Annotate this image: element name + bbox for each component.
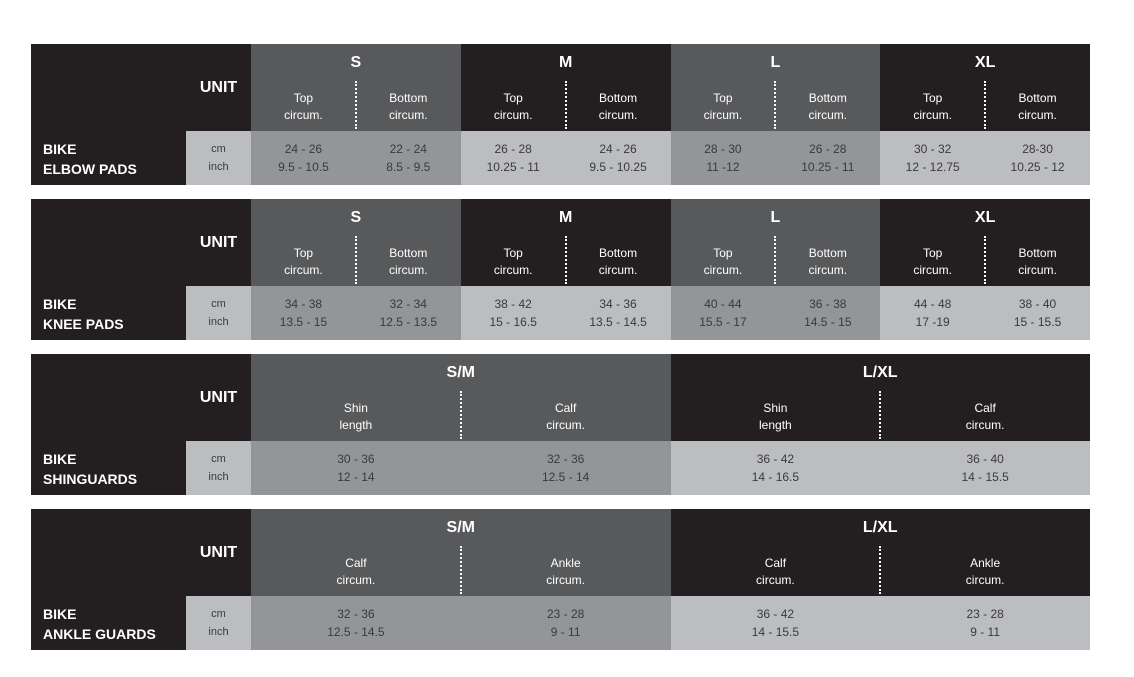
measure-label xyxy=(356,245,461,279)
measure-label xyxy=(251,555,461,589)
value-cm: 36 - 42 xyxy=(756,607,795,621)
measure-label-line2: circum. xyxy=(546,418,585,432)
size-name: M xyxy=(558,209,573,226)
measure-label-line1: Bottom xyxy=(389,246,428,260)
size-values xyxy=(671,441,1091,495)
value-cm: 36 - 42 xyxy=(756,452,795,466)
measure-label-line2: length xyxy=(759,418,792,432)
size-values xyxy=(461,286,671,340)
value-cm: 30 - 32 xyxy=(914,142,952,156)
size-name: S/M xyxy=(446,364,475,381)
unit-cm: cm xyxy=(211,453,226,465)
measure-value xyxy=(461,140,566,176)
measure-value xyxy=(880,450,1090,486)
measure-label-line2: circum. xyxy=(493,263,533,277)
measure-label xyxy=(985,90,1090,124)
size-values xyxy=(251,596,671,650)
size-name: L/XL xyxy=(862,364,898,381)
value-inch: 9.5 - 10.25 xyxy=(589,160,647,174)
value-cm: 24 - 26 xyxy=(599,142,637,156)
unit-cm: cm xyxy=(211,143,226,155)
measure-label-line1: Bottom xyxy=(808,91,847,105)
measure-value xyxy=(251,140,356,176)
value-inch: 14 - 15.5 xyxy=(751,625,800,639)
column-divider xyxy=(355,81,357,129)
measure-label xyxy=(461,245,566,279)
measure-value xyxy=(671,140,776,176)
size-header xyxy=(671,199,881,286)
measure-label xyxy=(671,245,776,279)
unit-inch: inch xyxy=(208,471,229,483)
size-values xyxy=(671,596,1091,650)
value-inch: 12 - 12.75 xyxy=(905,160,960,174)
value-inch: 8.5 - 9.5 xyxy=(386,160,431,174)
size-header xyxy=(671,509,1091,596)
measure-value xyxy=(251,605,461,641)
value-inch: 15 - 15.5 xyxy=(1013,315,1062,329)
measure-label-line2: circum. xyxy=(756,573,795,587)
product-name-line1: BIKE xyxy=(43,606,77,622)
measure-label xyxy=(566,245,671,279)
measure-label-line1: Calf xyxy=(554,401,577,415)
value-cm: 23 - 28 xyxy=(966,607,1004,621)
value-cm: 28-30 xyxy=(1022,142,1053,156)
product-label xyxy=(31,44,186,185)
value-inch: 15.5 - 17 xyxy=(699,315,747,329)
measure-label xyxy=(671,90,776,124)
measure-label-line2: circum. xyxy=(703,108,743,122)
value-cm: 44 - 48 xyxy=(914,297,952,311)
measure-label-line2: circum. xyxy=(703,263,743,277)
column-divider xyxy=(565,81,567,129)
measure-label-line1: Ankle xyxy=(550,556,581,570)
measure-label xyxy=(671,555,881,589)
measure-value xyxy=(775,140,880,176)
measure-label xyxy=(566,90,671,124)
size-name: L/XL xyxy=(862,519,898,536)
column-divider xyxy=(565,236,567,284)
value-inch: 13.5 - 14.5 xyxy=(589,315,647,329)
measure-label xyxy=(461,400,671,434)
product-name xyxy=(43,449,137,489)
unit-values xyxy=(186,286,251,340)
unit-inch: inch xyxy=(208,161,229,173)
measure-label-line2: circum. xyxy=(913,263,953,277)
measure-label xyxy=(251,400,461,434)
value-cm: 26 - 28 xyxy=(809,142,847,156)
product-name-line1: BIKE xyxy=(43,296,77,312)
size-table xyxy=(31,44,1090,185)
measure-value xyxy=(356,140,461,176)
measure-label xyxy=(775,90,880,124)
product-label xyxy=(31,509,186,650)
value-inch: 12.5 - 13.5 xyxy=(379,315,437,329)
size-header xyxy=(461,44,671,131)
value-cm: 32 - 36 xyxy=(546,452,585,466)
size-header xyxy=(251,354,671,441)
measure-label-line2: circum. xyxy=(598,263,638,277)
measure-label-line1: Bottom xyxy=(808,246,847,260)
measure-label xyxy=(251,245,356,279)
measure-label-line2: circum. xyxy=(336,573,376,587)
value-inch: 12 - 14 xyxy=(337,470,375,484)
value-inch: 9.5 - 10.5 xyxy=(278,160,329,174)
value-cm: 22 - 24 xyxy=(389,142,427,156)
value-cm: 36 - 40 xyxy=(966,452,1004,466)
measure-label-line2: length xyxy=(339,418,373,432)
size-values xyxy=(251,441,671,495)
measure-value xyxy=(251,295,356,331)
measure-value xyxy=(985,295,1090,331)
measure-label-line1: Shin xyxy=(343,401,368,415)
value-cm: 28 - 30 xyxy=(704,142,742,156)
measure-label xyxy=(775,245,880,279)
measure-label-line1: Top xyxy=(503,246,523,260)
value-inch: 9 - 11 xyxy=(550,625,581,639)
measure-label-line1: Ankle xyxy=(970,556,1001,570)
measure-label xyxy=(985,245,1090,279)
column-divider xyxy=(879,391,881,439)
value-inch: 10.25 - 11 xyxy=(801,160,855,174)
column-divider xyxy=(774,81,776,129)
measure-label xyxy=(880,400,1090,434)
value-inch: 12.5 - 14.5 xyxy=(327,625,385,639)
unit-cm: cm xyxy=(211,608,226,620)
measure-label-line1: Top xyxy=(293,246,314,260)
measure-value xyxy=(671,450,881,486)
measure-value xyxy=(461,295,566,331)
value-cm: 40 - 44 xyxy=(704,297,742,311)
measure-label-line1: Bottom xyxy=(389,91,428,105)
size-name: L xyxy=(770,209,781,226)
measure-value xyxy=(880,605,1090,641)
value-cm: 38 - 42 xyxy=(494,297,532,311)
measure-value xyxy=(566,140,671,176)
column-divider xyxy=(879,546,881,594)
column-divider xyxy=(355,236,357,284)
unit-values xyxy=(186,596,251,650)
measure-label-line1: Top xyxy=(293,91,314,105)
size-values xyxy=(880,131,1090,185)
size-name: S xyxy=(350,54,362,71)
size-values xyxy=(251,286,461,340)
value-cm: 38 - 40 xyxy=(1018,297,1057,311)
column-divider xyxy=(774,236,776,284)
measure-label-line2: circum. xyxy=(965,418,1005,432)
value-inch: 14 - 15.5 xyxy=(961,470,1009,484)
value-cm: 32 - 36 xyxy=(337,607,375,621)
size-header xyxy=(251,509,671,596)
measure-value xyxy=(251,450,461,486)
value-cm: 34 - 36 xyxy=(599,297,637,311)
measure-label xyxy=(880,245,985,279)
size-table xyxy=(31,509,1090,650)
size-values xyxy=(251,131,461,185)
measure-label-line2: circum. xyxy=(1018,263,1057,277)
size-header xyxy=(671,44,881,131)
unit-values xyxy=(186,131,251,185)
product-name xyxy=(43,604,156,644)
product-name-line2: ELBOW PADS xyxy=(43,161,137,177)
size-name: M xyxy=(558,54,573,71)
measure-value xyxy=(985,140,1090,176)
measure-label-line2: circum. xyxy=(598,108,638,122)
measure-label-line2: circum. xyxy=(808,108,848,122)
measure-label-line1: Bottom xyxy=(599,91,638,105)
size-values xyxy=(671,286,881,340)
size-header xyxy=(251,44,461,131)
value-cm: 23 - 28 xyxy=(546,607,585,621)
measure-label-line2: circum. xyxy=(546,573,585,587)
value-inch: 13.5 - 15 xyxy=(279,315,328,329)
measure-label-line2: circum. xyxy=(388,263,428,277)
measure-label-line2: circum. xyxy=(284,263,323,277)
column-divider xyxy=(984,81,986,129)
measure-label-line1: Bottom xyxy=(599,246,638,260)
size-table xyxy=(31,199,1090,340)
measure-label-line1: Bottom xyxy=(1018,91,1057,105)
measure-label-line1: Top xyxy=(503,91,523,105)
measure-value xyxy=(671,295,776,331)
measure-value xyxy=(461,450,671,486)
measure-value xyxy=(671,605,881,641)
measure-label-line1: Top xyxy=(923,246,943,260)
value-cm: 34 - 38 xyxy=(284,297,323,311)
measure-label xyxy=(880,555,1090,589)
value-inch: 9 - 11 xyxy=(970,625,1001,639)
column-divider xyxy=(984,236,986,284)
measure-label xyxy=(671,400,881,434)
value-cm: 26 - 28 xyxy=(494,142,532,156)
size-header xyxy=(671,354,1091,441)
measure-label-line1: Bottom xyxy=(1018,246,1057,260)
size-header xyxy=(880,44,1090,131)
product-label xyxy=(31,199,186,340)
value-inch: 10.25 - 11 xyxy=(486,160,540,174)
measure-label-line2: circum. xyxy=(493,108,533,122)
measure-label xyxy=(356,90,461,124)
value-inch: 14 - 16.5 xyxy=(751,470,800,484)
measure-label-line2: circum. xyxy=(388,108,428,122)
measure-label xyxy=(461,555,671,589)
measure-label-line2: circum. xyxy=(913,108,953,122)
measure-label-line2: circum. xyxy=(284,108,323,122)
size-header xyxy=(880,199,1090,286)
size-values xyxy=(671,131,881,185)
measure-value xyxy=(880,140,985,176)
size-name: XL xyxy=(974,209,996,226)
product-name-line1: BIKE xyxy=(43,451,77,467)
measure-label-line1: Shin xyxy=(763,401,788,415)
value-inch: 15 - 16.5 xyxy=(489,315,537,329)
measure-value xyxy=(566,295,671,331)
product-name-line2: ANKLE GUARDS xyxy=(43,626,156,642)
measure-label xyxy=(880,90,985,124)
value-inch: 17 -19 xyxy=(915,315,950,329)
measure-label-line1: Top xyxy=(923,91,943,105)
measure-label xyxy=(251,90,356,124)
value-cm: 32 - 34 xyxy=(389,297,427,311)
unit-inch: inch xyxy=(208,626,229,638)
column-divider xyxy=(460,546,462,594)
size-values xyxy=(461,131,671,185)
product-label xyxy=(31,354,186,495)
size-header xyxy=(461,199,671,286)
product-name-line1: BIKE xyxy=(43,141,77,157)
unit-header: UNIT xyxy=(186,44,251,131)
column-divider xyxy=(460,391,462,439)
measure-value xyxy=(775,295,880,331)
measure-label-line1: Calf xyxy=(345,556,367,570)
size-name: L xyxy=(770,54,781,71)
size-name: S xyxy=(350,209,362,226)
unit-inch: inch xyxy=(208,316,229,328)
size-name: S/M xyxy=(446,519,475,536)
value-inch: 12.5 - 14 xyxy=(541,470,590,484)
size-header xyxy=(251,199,461,286)
unit-header: UNIT xyxy=(186,509,251,596)
measure-label-line2: circum. xyxy=(1018,108,1057,122)
product-name xyxy=(43,294,124,334)
value-inch: 11 -12 xyxy=(706,160,740,174)
value-cm: 36 - 38 xyxy=(809,297,847,311)
measure-value xyxy=(880,295,985,331)
measure-label-line1: Top xyxy=(713,246,733,260)
measure-label xyxy=(461,90,566,124)
value-cm: 30 - 36 xyxy=(337,452,375,466)
measure-label-line2: circum. xyxy=(808,263,848,277)
product-name-line2: SHINGUARDS xyxy=(43,471,138,487)
product-name-line2: KNEE PADS xyxy=(43,316,124,332)
unit-values xyxy=(186,441,251,495)
measure-label-line2: circum. xyxy=(965,573,1005,587)
measure-label-line1: Top xyxy=(713,91,733,105)
product-name xyxy=(43,139,137,179)
value-cm: 24 - 26 xyxy=(284,142,323,156)
measure-value xyxy=(461,605,671,641)
unit-header: UNIT xyxy=(186,199,251,286)
unit-cm: cm xyxy=(211,298,226,310)
size-values xyxy=(880,286,1090,340)
size-name: XL xyxy=(974,54,996,71)
measure-label-line1: Calf xyxy=(764,556,787,570)
value-inch: 10.25 - 12 xyxy=(1010,160,1065,174)
value-inch: 14.5 - 15 xyxy=(804,315,852,329)
unit-header: UNIT xyxy=(186,354,251,441)
measure-value xyxy=(356,295,461,331)
measure-label-line1: Calf xyxy=(974,401,996,415)
size-table xyxy=(31,354,1090,495)
